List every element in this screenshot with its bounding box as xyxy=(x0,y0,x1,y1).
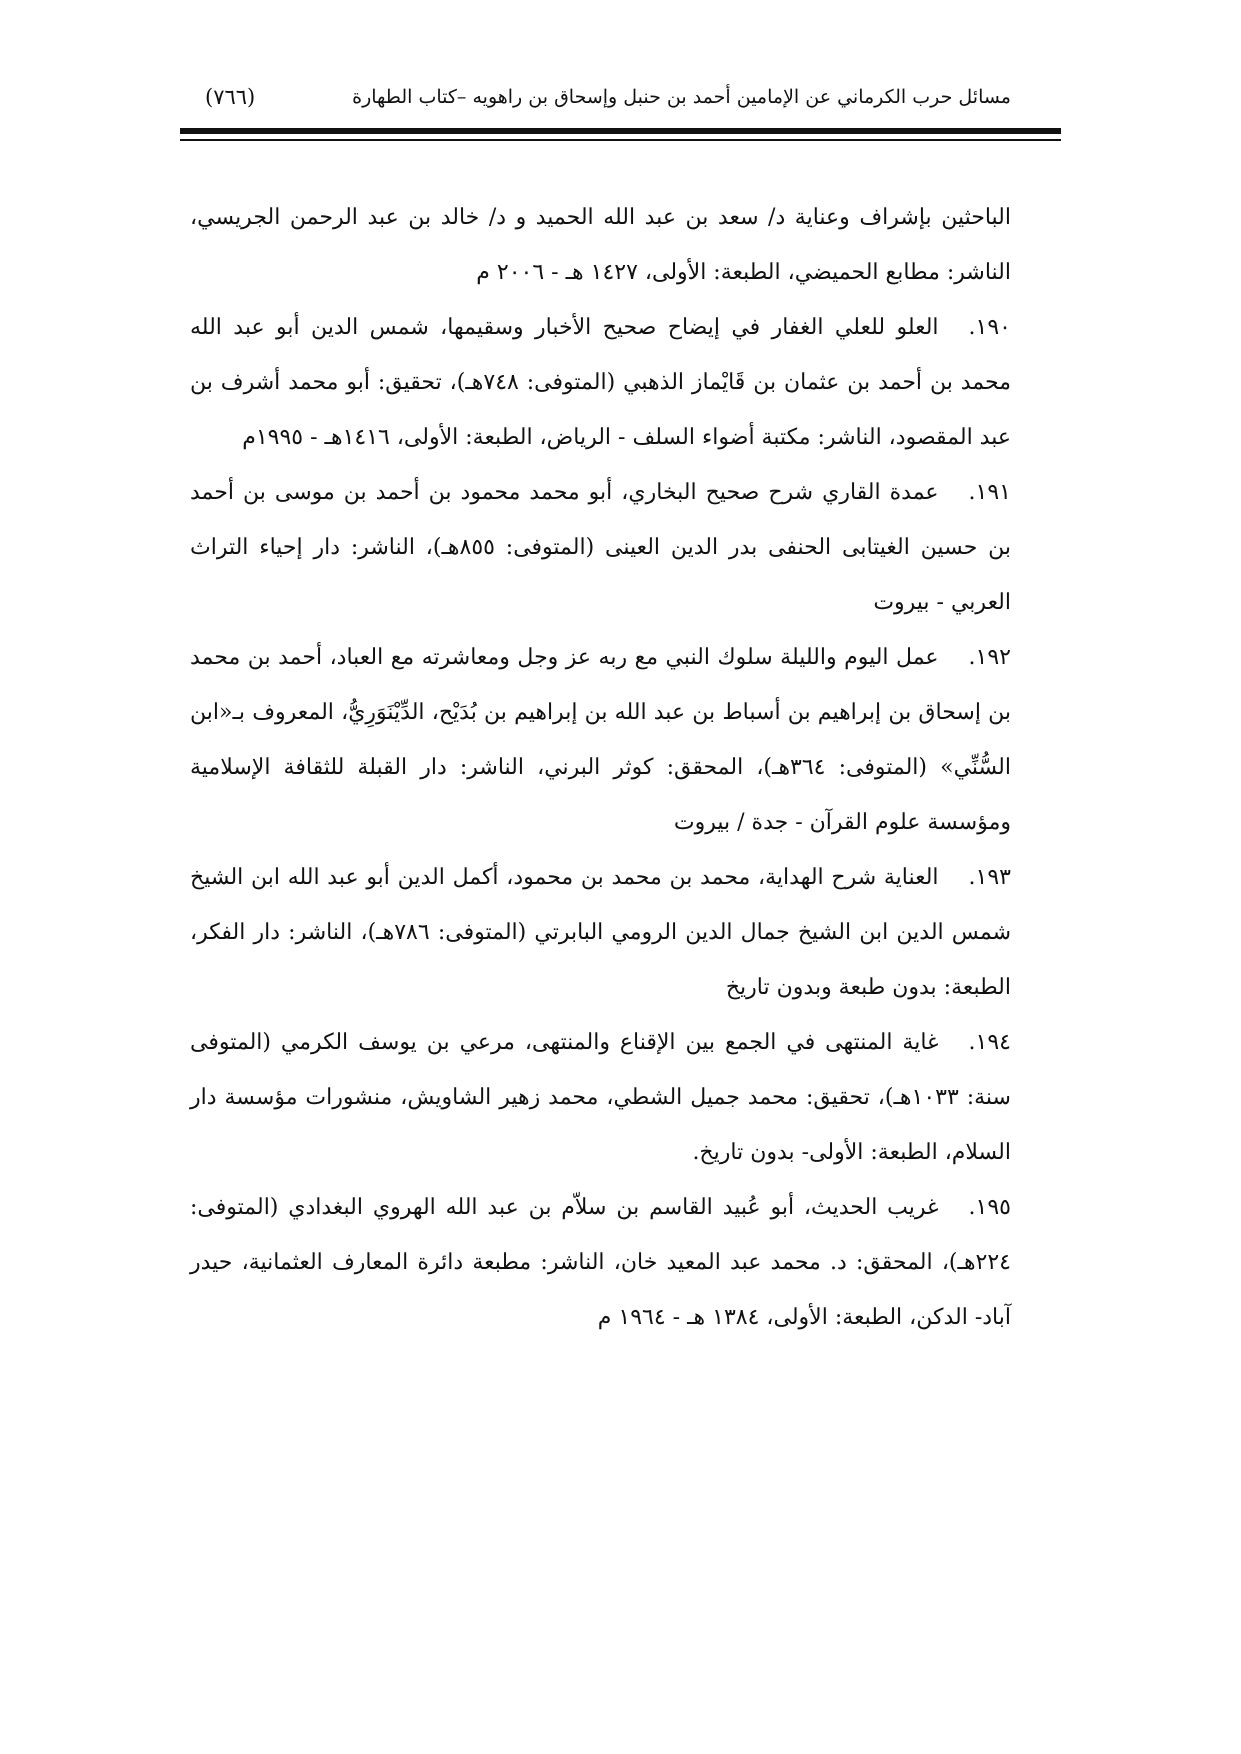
page-header xyxy=(205,72,1011,122)
entry-number: ١٩٣. xyxy=(968,865,1011,890)
bibliography-entry-190 xyxy=(190,300,1011,465)
entry-number: ١٩١. xyxy=(968,480,1011,505)
bibliography-entry-195 xyxy=(190,1180,1011,1345)
entry-text: غريب الحديث، أبو عُبيد القاسم بن سلاّم بن عبد الله الهروي البغدادي (المتوفى: ٢٢٤هـ)، المحقق: د. محمد عبد المعيد خان، الناشر: مطبعة دائرة المعارف العثمانية، حيدر آباد- الدكن، الطبعة: الأولى، ١٣٨٤ هـ - ١٩٦٤ م xyxy=(190,1195,1011,1330)
entry-text: العلو للعلي الغفار في إيضاح صحيح الأخبار وسقيمها، شمس الدين أبو عبد الله محمد بن أحمد بن عثمان بن قَايْماز الذهبي (المتوفى: ٧٤٨هـ)، تحقيق: أبو محمد أشرف بن عبد المقصود، الناشر: مكتبة أضواء السلف - الرياض، الطبعة: الأولى، ١٤١٦هـ - ١٩٩٥م xyxy=(190,315,1011,450)
entry-number: ١٩٢. xyxy=(968,645,1011,670)
header-rule-thick xyxy=(180,128,1061,134)
entry-text: غاية المنتهى في الجمع بين الإقناع والمنتهى، مرعي بن يوسف الكرمي (المتوفى سنة: ١٠٣٣هـ)، تحقيق: محمد جميل الشطي، محمد زهير الشاويش، منشورات مؤسسة دار السلام، الطبعة: الأولى- بدون تاريخ. xyxy=(190,1030,1011,1165)
bibliography-entry-192 xyxy=(190,630,1011,850)
bibliography-entry-191 xyxy=(190,465,1011,630)
page-number: (٧٦٦) xyxy=(205,85,256,109)
entry-number: ١٩٠. xyxy=(968,315,1011,340)
entry-text: عمل اليوم والليلة سلوك النبي مع ربه عز وجل ومعاشرته مع العباد، أحمد بن محمد بن إسحاق بن إبراهيم بن أسباط بن عبد الله بن إبراهيم بن بُدَيْح، الدِّيْنَوَرِيُّ، المعروف بـ«ابن السُّنِّي» (المتوفى: ٣٦٤هـ)، المحقق: كوثر البرني، الناشر: دار القبلة للثقافة الإسلامية ومؤسسة علوم القرآن - جدة / بيروت xyxy=(190,645,1011,835)
entry-number: ١٩٤. xyxy=(968,1030,1011,1055)
book-title: مسائل حرب الكرماني عن الإمامين أحمد بن حنبل وإسحاق بن راهويه –كتاب الطهارة xyxy=(352,86,1011,108)
bibliography-entry-193 xyxy=(190,850,1011,1015)
entry-text: العناية شرح الهداية، محمد بن محمد بن محمود، أكمل الدين أبو عبد الله ابن الشيخ شمس الدين ابن الشيخ جمال الدين الرومي البابرتي (المتوفى: ٧٨٦هـ)، الناشر: دار الفكر، الطبعة: بدون طبعة وبدون تاريخ xyxy=(190,865,1011,1000)
entry-text: عمدة القاري شرح صحيح البخاري، أبو محمد محمود بن أحمد بن موسى بن أحمد بن حسين الغيتابى الحنفى بدر الدين العينى (المتوفى: ٨٥٥هـ)، الناشر: دار إحياء التراث العربي - بيروت xyxy=(190,480,1011,615)
bibliography-content xyxy=(190,190,1011,1345)
continuation-paragraph: الباحثين بإشراف وعناية د/ سعد بن عبد الله الحميد و د/ خالد بن عبد الرحمن الجريسي، الناشر: مطابع الحميضي، الطبعة: الأولى، ١٤٢٧ هـ - ٢٠٠٦ م xyxy=(190,205,1011,285)
bibliography-entry-194 xyxy=(190,1015,1011,1180)
header-rule-thin xyxy=(180,139,1061,141)
entry-number: ١٩٥. xyxy=(968,1195,1011,1220)
